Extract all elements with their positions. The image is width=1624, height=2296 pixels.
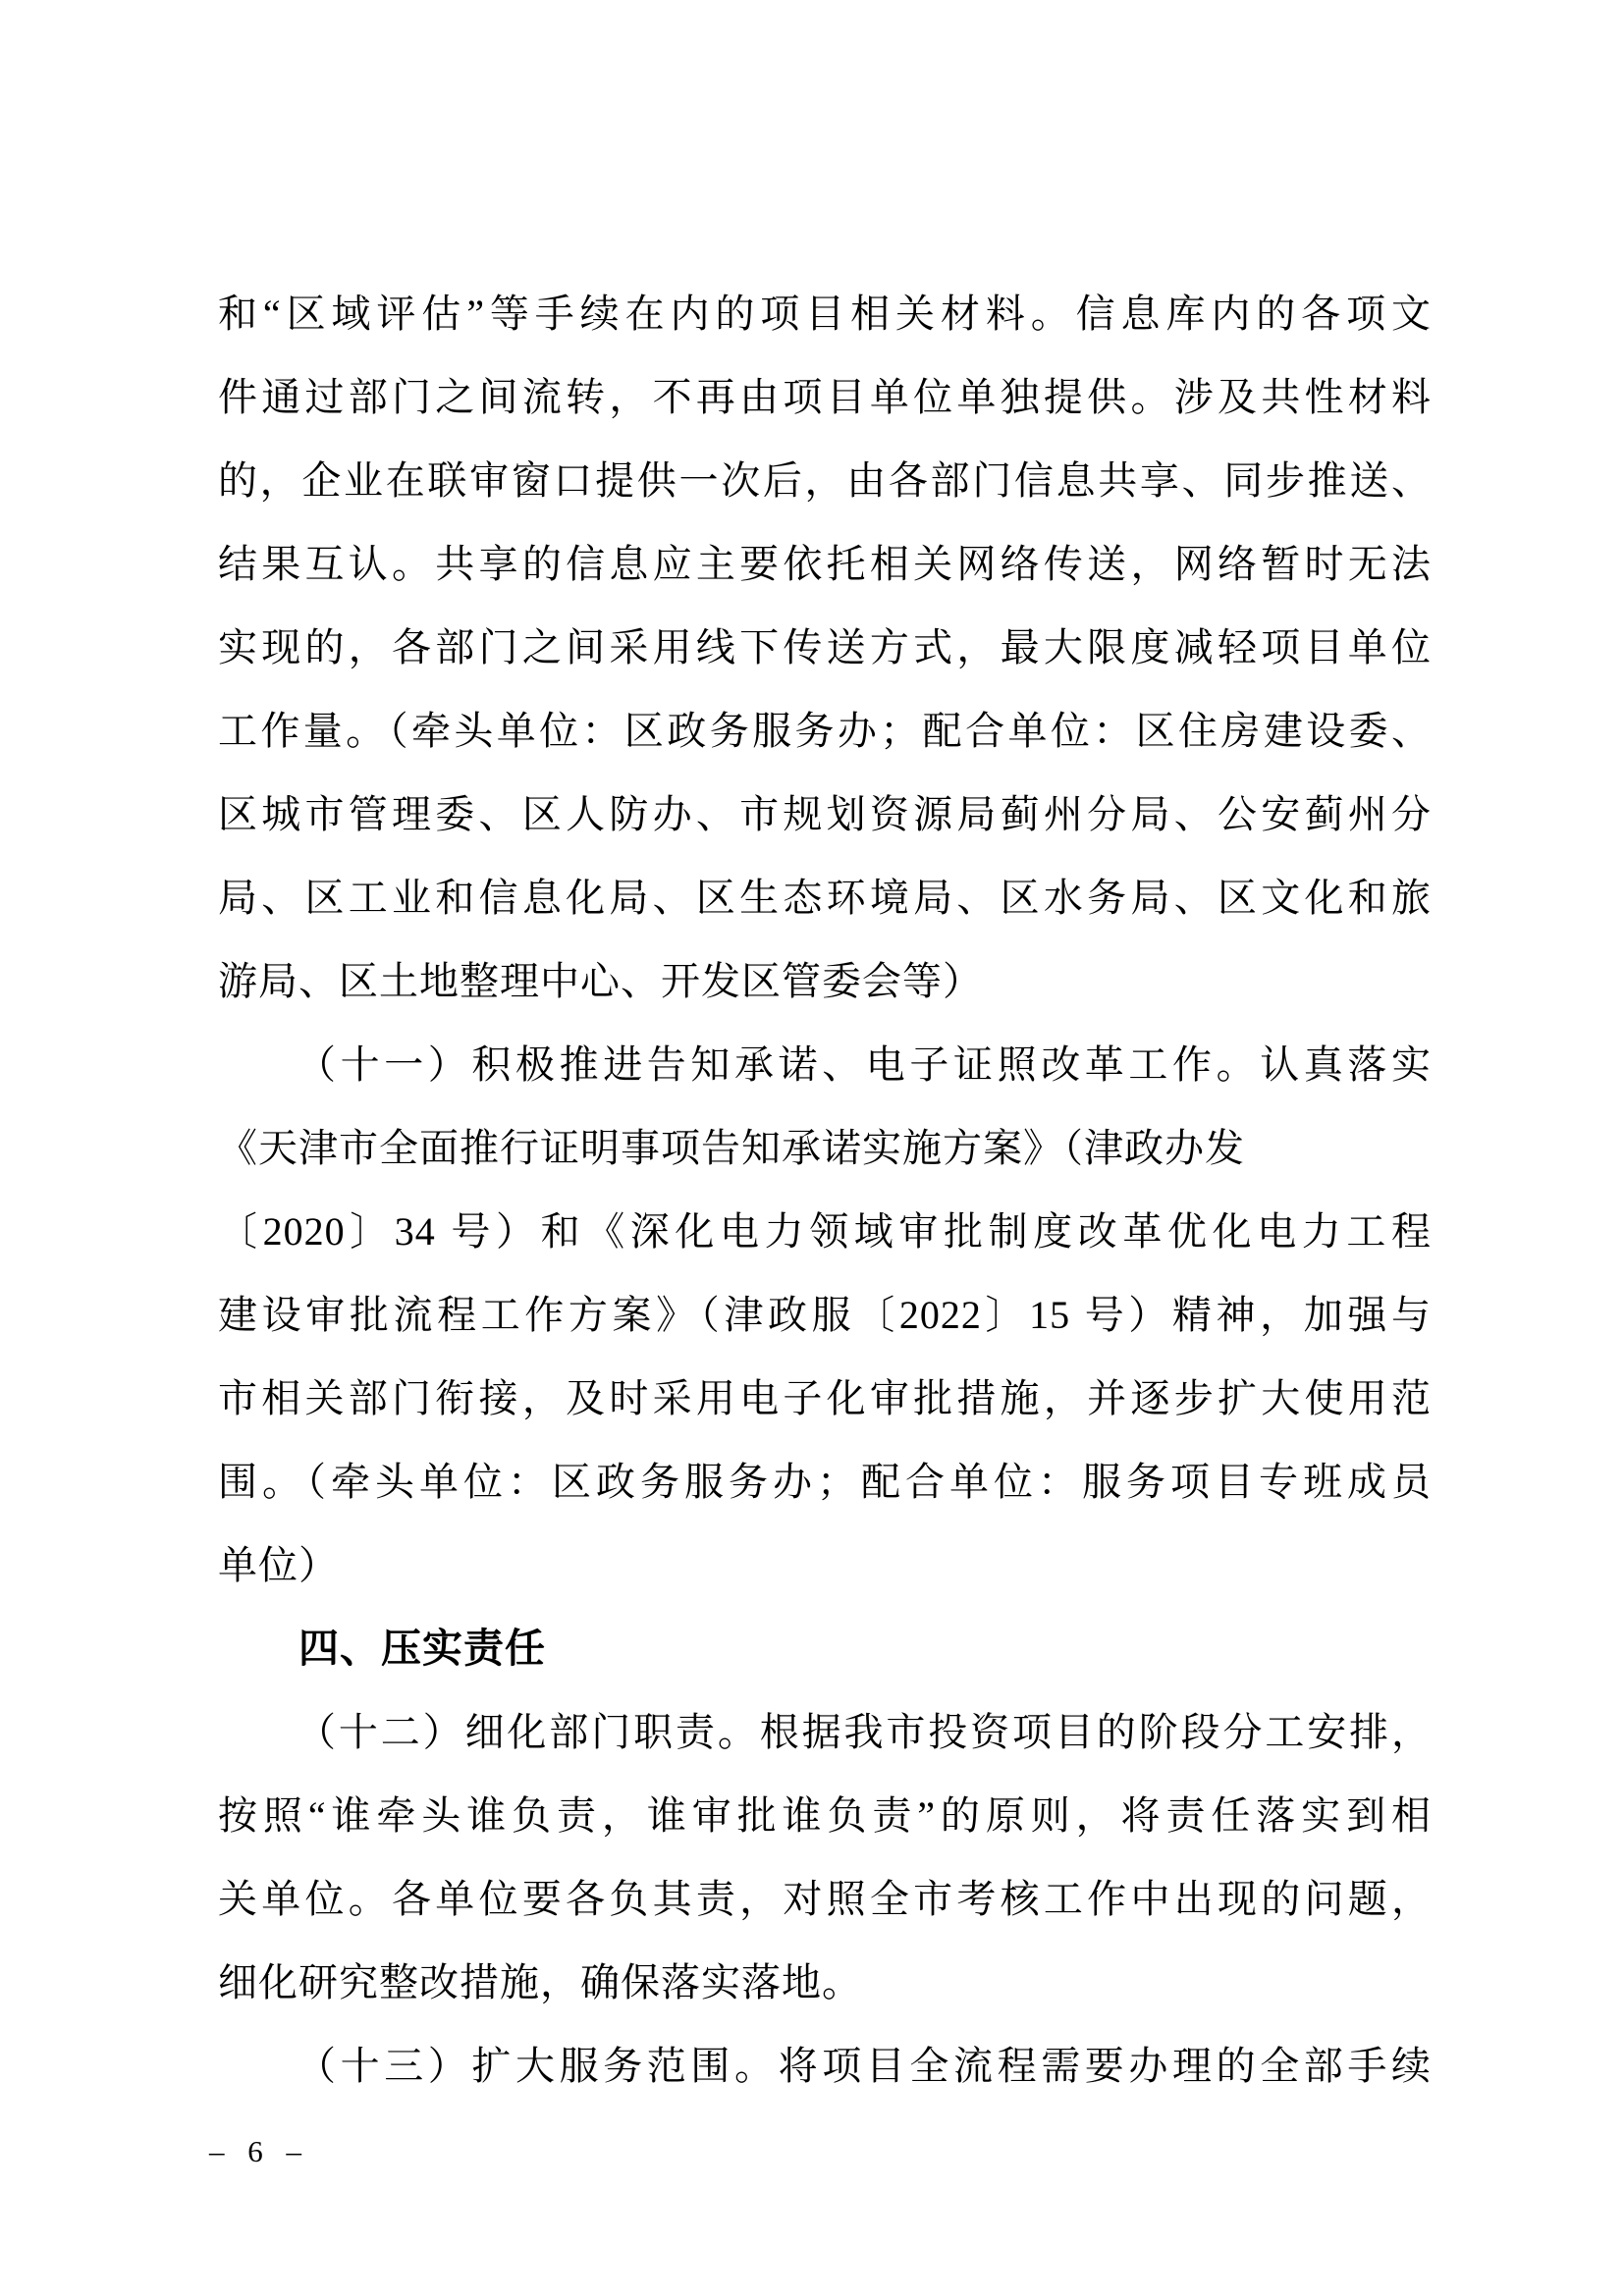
text-line: （十二）细化部门职责。根据我市投资项目的阶段分工安排， xyxy=(297,1710,1432,1754)
text-line: 局、区工业和信息化局、区生态环境局、区水务局、区文化和旅 xyxy=(218,876,1432,920)
text-line: 单位） xyxy=(218,1543,339,1587)
text-line: 和“区域评估”等手续在内的项目相关材料。信息库内的各项文 xyxy=(218,292,1432,336)
text-line: 件通过部门之间流转，不再由项目单位单独提供。涉及共性材料 xyxy=(218,375,1432,419)
text-line: 结果互认。共享的信息应主要依托相关网络传送，网络暂时无法 xyxy=(218,542,1432,586)
section-heading: 四、压实责任 xyxy=(298,1626,546,1671)
text-line: 《天津市全面推行证明事项告知承诺实施方案》（津政办发 xyxy=(218,1126,1245,1170)
text-line: 围。（牵头单位：区政务服务办；配合单位：服务项目专班成员 xyxy=(218,1460,1432,1504)
text-line: 工作量。（牵头单位：区政务服务办；配合单位：区住房建设委、 xyxy=(218,709,1432,753)
text-line: 的，企业在联审窗口提供一次后，由各部门信息共享、同步推送、 xyxy=(218,458,1432,503)
text-line: 区城市管理委、区人防办、市规划资源局蓟州分局、公安蓟州分 xyxy=(218,792,1432,836)
text-line: 游局、区土地整理中心、开发区管委会等） xyxy=(218,959,983,1003)
text-line: （十三）扩大服务范围。将项目全流程需要办理的全部手续 xyxy=(297,2044,1432,2088)
text-line: 建设审批流程工作方案》（津政服〔2022〕15 号）精神，加强与 xyxy=(218,1293,1432,1337)
text-line: 按照“谁牵头谁负责，谁审批谁负责”的原则，将责任落实到相 xyxy=(218,1793,1432,1838)
text-line: 细化研究整改措施，确保落实落地。 xyxy=(218,1960,862,2004)
document-body xyxy=(218,272,1432,2108)
text-line: （十一）积极推进告知承诺、电子证照改革工作。认真落实 xyxy=(297,1042,1432,1087)
text-line: 关单位。各单位要各负其责，对照全市考核工作中出现的问题， xyxy=(218,1877,1432,1921)
page-number: – 6 – xyxy=(209,2134,309,2168)
text-line: 实现的，各部门之间采用线下传送方式，最大限度减轻项目单位 xyxy=(218,625,1432,669)
text-line: 市相关部门衔接，及时采用电子化审批措施，并逐步扩大使用范 xyxy=(218,1376,1432,1420)
text-line: 〔2020〕34 号）和《深化电力领域审批制度改革优化电力工程 xyxy=(218,1209,1432,1254)
